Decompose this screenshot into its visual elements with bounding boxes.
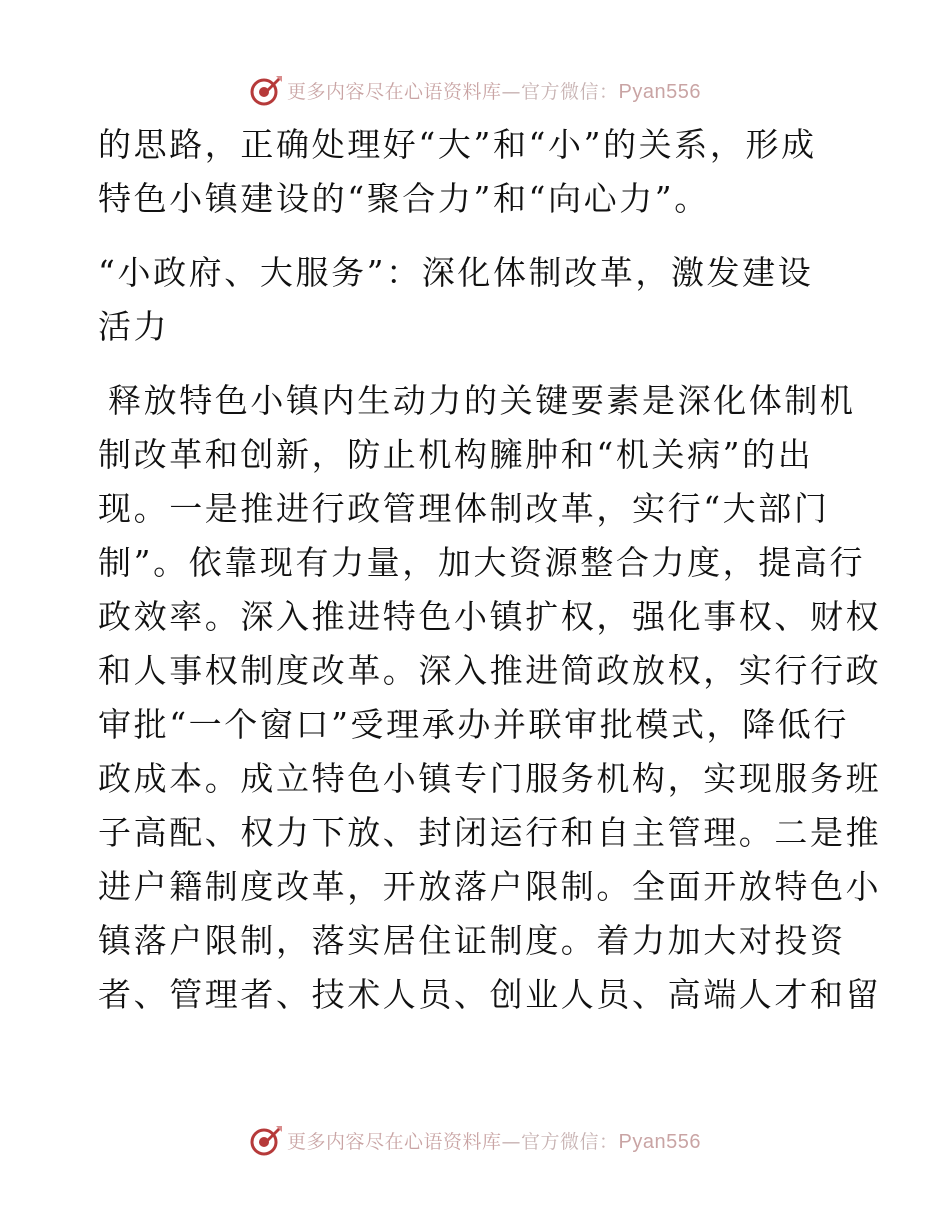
paragraph-2-line-5: 政效率。深入推进特色小镇扩权，强化事权、财权 xyxy=(98,597,882,636)
paragraph-2-line-6: 和人事权制度改革。深入推进简政放权，实行行政 xyxy=(98,651,882,690)
banner-wechat-id: Pyan556 xyxy=(618,80,701,103)
document-body xyxy=(98,118,882,1022)
paragraph-2-line-2: 制改革和创新，防止机构臃肿和“机关病”的出 xyxy=(98,435,814,474)
paragraph-2-line-10: 进户籍制度改革，开放落户限制。全面开放特色小 xyxy=(98,867,882,906)
section-heading-line-1: “小政府、大服务”：深化体制改革，激发建设 xyxy=(98,253,814,292)
banner-official-label: 官方微信： xyxy=(521,80,619,103)
paragraph-2-line-11: 镇落户限制，落实居住证制度。着力加大对投资 xyxy=(98,921,846,960)
paragraph-2-line-1: 释放特色小镇内生动力的关键要素是深化体制机 xyxy=(108,381,856,420)
footer-banner-inner xyxy=(249,1123,701,1157)
paragraph-2-line-8: 政成本。成立特色小镇专门服务机构，实现服务班 xyxy=(98,759,882,798)
banner-main-text: 更多内容尽在心语资料库 xyxy=(287,1130,502,1153)
banner-dash: — xyxy=(501,80,522,103)
paragraph-2-line-12: 者、管理者、技术人员、创业人员、高端人才和留 xyxy=(98,975,882,1014)
header-banner-text xyxy=(287,77,701,104)
footer-banner-text xyxy=(287,1127,701,1154)
paragraph-2-line-4: 制”。依靠现有力量，加大资源整合力度，提高行 xyxy=(98,543,866,582)
header-banner xyxy=(0,70,950,110)
banner-official-label: 官方微信： xyxy=(521,1130,619,1153)
spacer xyxy=(98,226,850,246)
spacer xyxy=(98,354,850,374)
paragraph-1-line-2: 特色小镇建设的“聚合力”和“向心力”。 xyxy=(98,179,710,218)
quill-pen-logo-icon xyxy=(249,1123,283,1157)
banner-main-text: 更多内容尽在心语资料库 xyxy=(287,80,502,103)
paragraph-1-line-1: 的思路，正确处理好“大”和“小”的关系，形成 xyxy=(98,125,817,164)
section-heading-line-2: 活力 xyxy=(98,307,170,346)
banner-wechat-id: Pyan556 xyxy=(618,1130,701,1153)
quill-pen-logo-icon xyxy=(249,73,283,107)
header-banner-inner xyxy=(249,73,701,107)
paragraph-2-line-7: 审批“一个窗口”受理承办并联审批模式，降低行 xyxy=(98,705,849,744)
paragraph-2-line-9: 子高配、权力下放、封闭运行和自主管理。二是推 xyxy=(98,813,882,852)
footer-banner xyxy=(0,1120,950,1160)
banner-dash: — xyxy=(501,1130,522,1153)
paragraph-2-line-3: 现。一是推进行政管理体制改革，实行“大部门 xyxy=(98,489,830,528)
